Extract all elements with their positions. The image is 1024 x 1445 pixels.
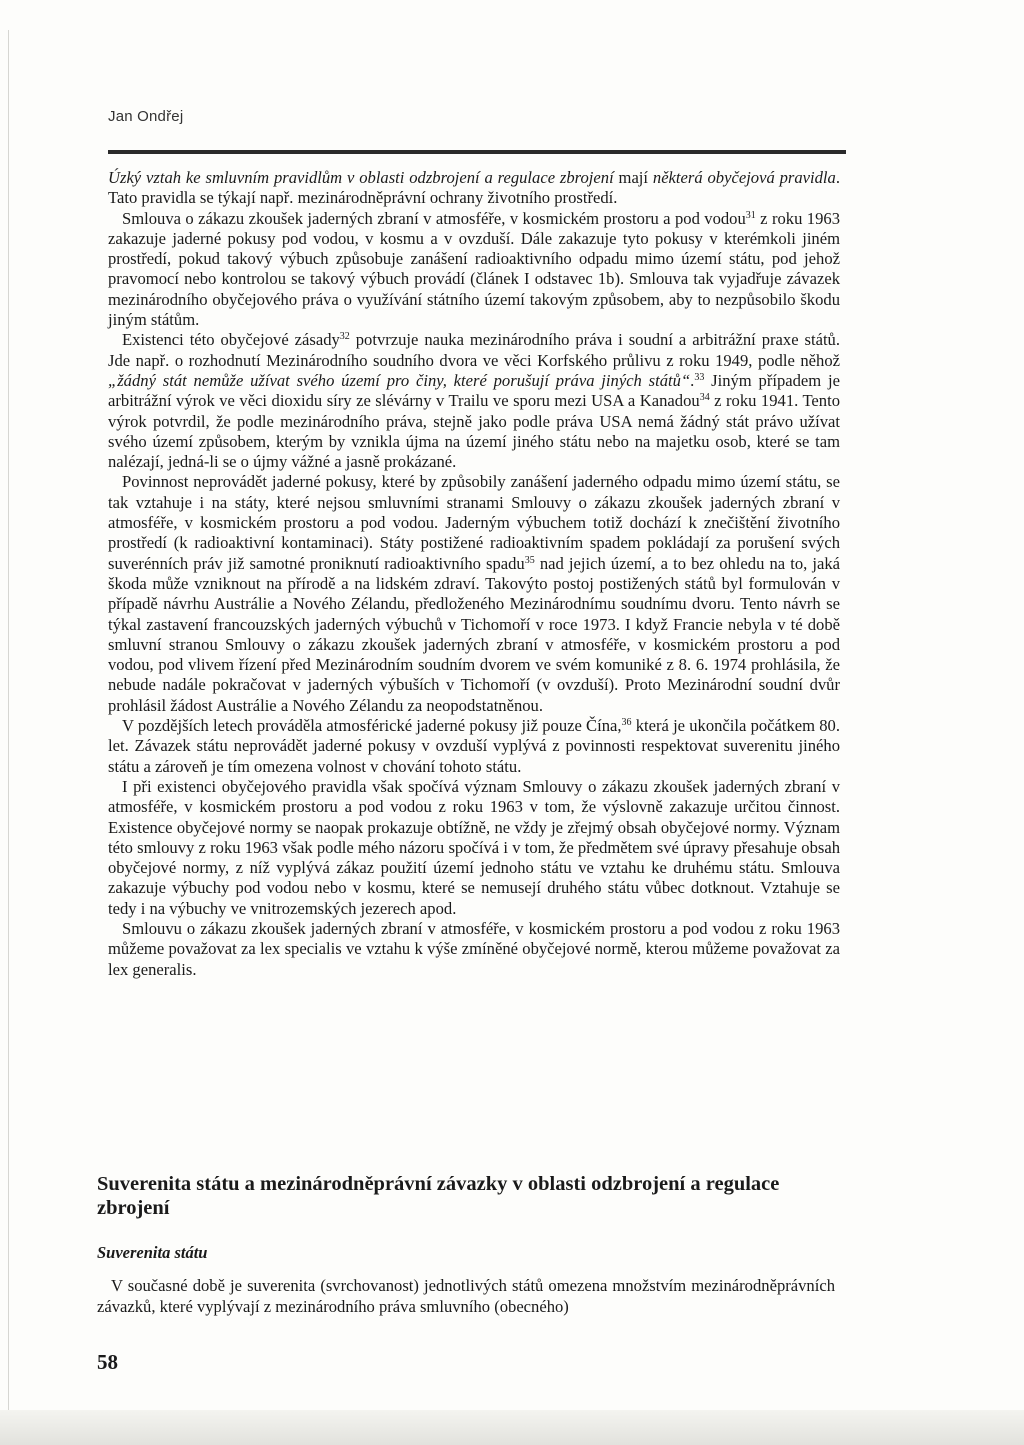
paragraph <box>108 472 840 716</box>
text-run: Smlouva o zákazu zkoušek jaderných zbraní v atmosféře, v kosmickém prostoru a pod vodou <box>122 208 746 228</box>
text-run: . <box>690 370 695 390</box>
footnote-ref: 35 <box>524 554 535 566</box>
footnote-ref: 32 <box>339 331 350 343</box>
italic-text: Úzký vztah ke smluvním pravidlům v oblasti odzbrojení a regulace zbrojení <box>108 168 614 187</box>
paragraph <box>108 777 840 919</box>
paragraph <box>108 919 840 980</box>
body-text <box>108 168 840 980</box>
text-run: potvrzuje nauka mezinárodního práva i soudní a arbitrážní praxe států. Jde např. o rozhodnutí Mezinárodního soudního dvora ve věci Korfského průlivu z roku 1949, podle něhož <box>108 330 840 370</box>
paragraph <box>108 330 840 472</box>
footnote-ref: 36 <box>621 717 632 729</box>
paragraph: V současné době je suverenita (svrchovanost) jednotlivých států omezena množstvím mezinárodněprávních závazků, které vyplývají z mezinárodního práva smluvního (obecného) <box>97 1276 835 1316</box>
running-head-author: Jan Ondřej <box>108 108 184 125</box>
subsection-heading: Suverenita státu <box>97 1243 208 1262</box>
scan-bottom-edge <box>0 1410 1024 1445</box>
scan-left-edge <box>8 30 9 1410</box>
text-run: z roku 1941. Tento výrok potvrdil, že podle mezinárodního práva, stejně jako podle práva USA nemá žádný stát právo užívat svého území způsobem, kterým by vznikla újma na území jiného státu nebo na majetku osob, které se tam nalézají, jedná-li se o újmy vážné a jasně prokázané. <box>108 391 840 472</box>
text-run: Jiným případem je arbitrážní výrok ve věci dioxidu síry ze slévárny v Trailu ve sporu mezi USA a Kanadou <box>108 370 840 411</box>
italic-text: některá obyčejová pravidla <box>652 168 836 187</box>
text-run: z roku 1963 zakazuje jaderné pokusy pod vodou, v kosmu a v ovzduší. Dále zakazuje tyto pokusy v kterémkoli jiném prostředí, pokud takový výbuch způsobuje zanášení radioaktivního odpadu mimo území státu, pod jehož pravomocí nebo kontrolou se takový výbuch provádí (článek I odstavec 1b). Smlouva tak vyjadřuje závazek mezinárodního obyčejového práva o využívání státního území takovým způsobem, aby to nezpůsobilo škodu jiným státům. <box>108 208 840 330</box>
section-body <box>97 1275 835 1317</box>
footnote-ref: 34 <box>699 392 710 404</box>
text-run: Existenci této obyčejové zásady <box>122 330 340 350</box>
footnote-ref: 33 <box>694 371 705 383</box>
page-number: 58 <box>97 1350 118 1374</box>
section-heading: Suverenita státu a mezinárodněprávní závazky v oblasti odzbrojení a regulace zbrojení <box>97 1173 780 1219</box>
header-rule <box>108 150 846 154</box>
text-run: . Tato pravidla se týkají např. mezinárodněprávní ochrany životního prostředí. <box>108 168 840 208</box>
text-run: mají <box>613 168 653 187</box>
paragraph <box>108 168 840 209</box>
text-run: nad jejich území, a to bez ohledu na to, jaká škoda může vzniknout na přírodě a na lidském zdraví. Takovýto postoj postižených států byl formulován v případě návrhu Austrálie a Nového Zélandu, předloženého Mezinárodnímu soudnímu dvoru. Tento návrh se týkal zastavení francouzských jaderných výbuchů v Tichomoří v roce 1973. I když Francie nebyla v té době smluvní stranou Smlouvy o zákazu zkoušek jaderných zbraní v atmosféře, v kosmickém prostoru a pod vodou, pod vlivem řízení před Mezinárodním soudním dvorem ve svém komuniké z 8. 6. 1974 prohlásila, že nebude nadále pokračovat v jaderných výbuších v Tichomoří (v ovzduší). Proto Mezinárodní soudní dvůr prohlásil žádost Austrálie a Nového Zélandu za neopodstatněnou. <box>108 553 840 715</box>
text-run: Smlouvu o zákazu zkoušek jaderných zbraní v atmosféře, v kosmickém prostoru a pod vodou z roku 1963 můžeme považovat za lex specialis ve vztahu k výše zmíněné obyčejové normě, kterou můžeme považovat za lex generalis. <box>108 918 840 979</box>
italic-text: „žádný stát nemůže užívat svého území pro činy, které porušují práva jiných států“ <box>108 370 691 390</box>
footnote-ref: 31 <box>745 209 756 221</box>
text-run: I při existenci obyčejového pravidla však spočívá význam Smlouvy o zákazu zkoušek jaderných zbraní v atmosféře, v kosmickém prostoru a pod vodou z roku 1963 v tom, že výslovně zakazuje určitou činnost. Existence obyčejové normy se naopak prokazuje obtížně, ne vždy je zřejmý obsah obyčejové normy. Význam této smlouvy z roku 1963 však podle mého názoru spočívá i v tom, že předmětem své úpravy přesahuje obsah obyčejové normy, z níž vyplývá zákaz použití území jednoho státu ve vztahu ke druhému státu. Smlouva zakazuje výbuchy pod vodou nebo v kosmu, které se nemusejí druhého státu vůbec dotknout. Vztahuje se tedy i na výbuchy ve vnitrozemských jezerech apod. <box>108 776 840 918</box>
text-run: V pozdějších letech prováděla atmosférické jaderné pokusy již pouze Čína, <box>122 716 622 736</box>
text-run: Povinnost neprovádět jaderné pokusy, které by způsobily zanášení jaderného odpadu mimo území státu, se tak vztahuje i na státy, které nejsou smluvními stranami Smlouvy o zákazu zkoušek jaderných zbraní v atmosféře, v kosmickém prostoru a pod vodou. Jaderným výbuchem totiž dochází k znečištění životního prostředí (k radioaktivní kontaminaci). Státy postižené radioaktivním spadem pokládají za porušení svých suverénních práv již samotné proniknutí radioaktivního spadu <box>108 472 840 573</box>
paragraph <box>108 716 840 777</box>
text-run: která je ukončila počátkem 80. let. Závazek státu neprovádět jaderné pokusy v ovzduší vyplývá z povinnosti respektovat suverenitu jiného státu a zároveň je tím omezena volnost v chování tohoto státu. <box>108 716 840 776</box>
paragraph <box>108 209 840 331</box>
